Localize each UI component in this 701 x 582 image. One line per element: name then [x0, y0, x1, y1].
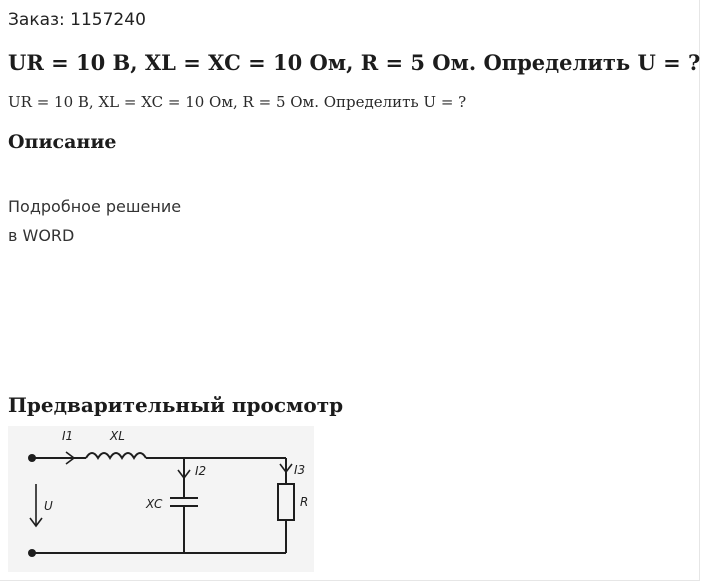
description-line-1: Подробное решение: [8, 197, 182, 216]
label-xc: XC: [146, 497, 163, 511]
description-line-2: в WORD: [8, 226, 75, 245]
terminal-bottom: [28, 549, 36, 557]
description-heading: Описание: [8, 131, 117, 153]
problem-statement: UR = 10 В, XL = XC = 10 Ом, R = 5 Ом. Определить U = ?: [8, 93, 467, 111]
label-xl: XL: [110, 429, 125, 443]
circuit-diagram: [8, 426, 314, 572]
label-u: U: [44, 499, 53, 513]
terminal-top: [28, 454, 36, 462]
resistor-symbol: [278, 484, 294, 520]
label-i1: I1: [62, 429, 74, 443]
circuit-preview-image: [8, 426, 314, 572]
label-i3: I3: [294, 463, 306, 477]
label-i2: I2: [195, 464, 207, 478]
order-number: Заказ: 1157240: [8, 10, 146, 30]
page-title: UR = 10 В, XL = XC = 10 Ом, R = 5 Ом. Определить U = ?: [8, 50, 701, 75]
preview-heading: Предварительный просмотр: [8, 393, 344, 417]
inductor-symbol: [86, 453, 146, 458]
label-r: R: [300, 495, 309, 509]
